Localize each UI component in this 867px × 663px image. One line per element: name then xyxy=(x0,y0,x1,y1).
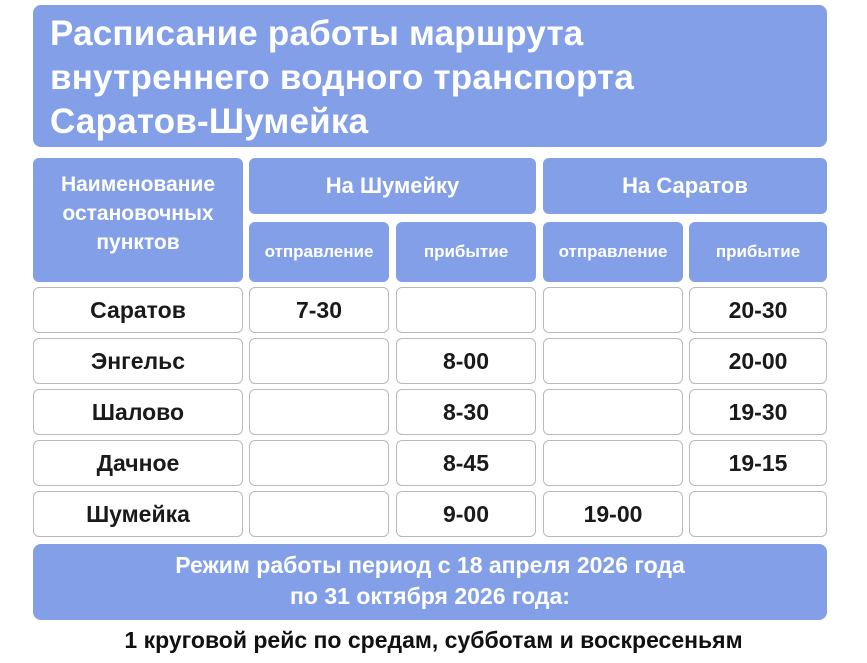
d2-arrival-cell: 20-00 xyxy=(689,338,827,384)
d1-arrival-cell: 8-30 xyxy=(396,389,536,435)
d1-arrival-cell: 8-45 xyxy=(396,440,536,486)
d2-arrival-cell xyxy=(689,491,827,537)
d2-departure-cell xyxy=(543,287,683,333)
d1-departure-cell xyxy=(249,389,389,435)
title-line-1: Расписание работы маршрута xyxy=(50,14,584,53)
d1-arrival-cell xyxy=(396,287,536,333)
stop-header-line-3: пунктов xyxy=(96,231,180,254)
stop-name-cell: Шалово xyxy=(33,389,243,435)
trip-frequency-note: 1 круговой рейс по средам, субботам и воскресеньям xyxy=(124,627,743,653)
d2-arrival-header: прибытие xyxy=(689,222,827,282)
d1-departure-cell: 7-30 xyxy=(249,287,389,333)
direction-shumeyka-header: На Шумейку xyxy=(249,158,536,214)
title-line-3: Саратов-Шумейка xyxy=(50,102,369,141)
d2-arrival-cell: 20-30 xyxy=(689,287,827,333)
stop-name-cell: Шумейка xyxy=(33,491,243,537)
stop-name-cell: Энгельс xyxy=(33,338,243,384)
period-line-1: Режим работы период с 18 апреля 2026 года xyxy=(175,552,685,578)
d2-departure-cell xyxy=(543,338,683,384)
d1-arrival-cell: 9-00 xyxy=(396,491,536,537)
d2-departure-cell: 19-00 xyxy=(543,491,683,537)
stop-name-cell: Дачное xyxy=(33,440,243,486)
period-line-2: по 31 октября 2026 года: xyxy=(290,583,570,609)
d1-arrival-header: прибытие xyxy=(396,222,536,282)
d2-departure-header: отправление xyxy=(543,222,683,282)
d1-departure-cell xyxy=(249,338,389,384)
d1-departure-cell xyxy=(249,491,389,537)
stop-header-line-2: остановочных xyxy=(62,202,214,225)
d1-departure-cell xyxy=(249,440,389,486)
d2-departure-cell xyxy=(543,440,683,486)
d1-arrival-cell: 8-00 xyxy=(396,338,536,384)
d2-arrival-cell: 19-30 xyxy=(689,389,827,435)
operation-period-banner xyxy=(33,544,827,620)
stop-header-line-1: Наименование xyxy=(60,173,216,196)
schedule-title xyxy=(33,5,827,147)
title-line-2: внутреннего водного транспорта xyxy=(50,58,635,97)
d1-departure-header: отправление xyxy=(249,222,389,282)
stop-name-cell: Саратов xyxy=(33,287,243,333)
stop-name-header xyxy=(33,158,243,282)
direction-saratov-header: На Саратов xyxy=(543,158,827,214)
d2-arrival-cell: 19-15 xyxy=(689,440,827,486)
d2-departure-cell xyxy=(543,389,683,435)
